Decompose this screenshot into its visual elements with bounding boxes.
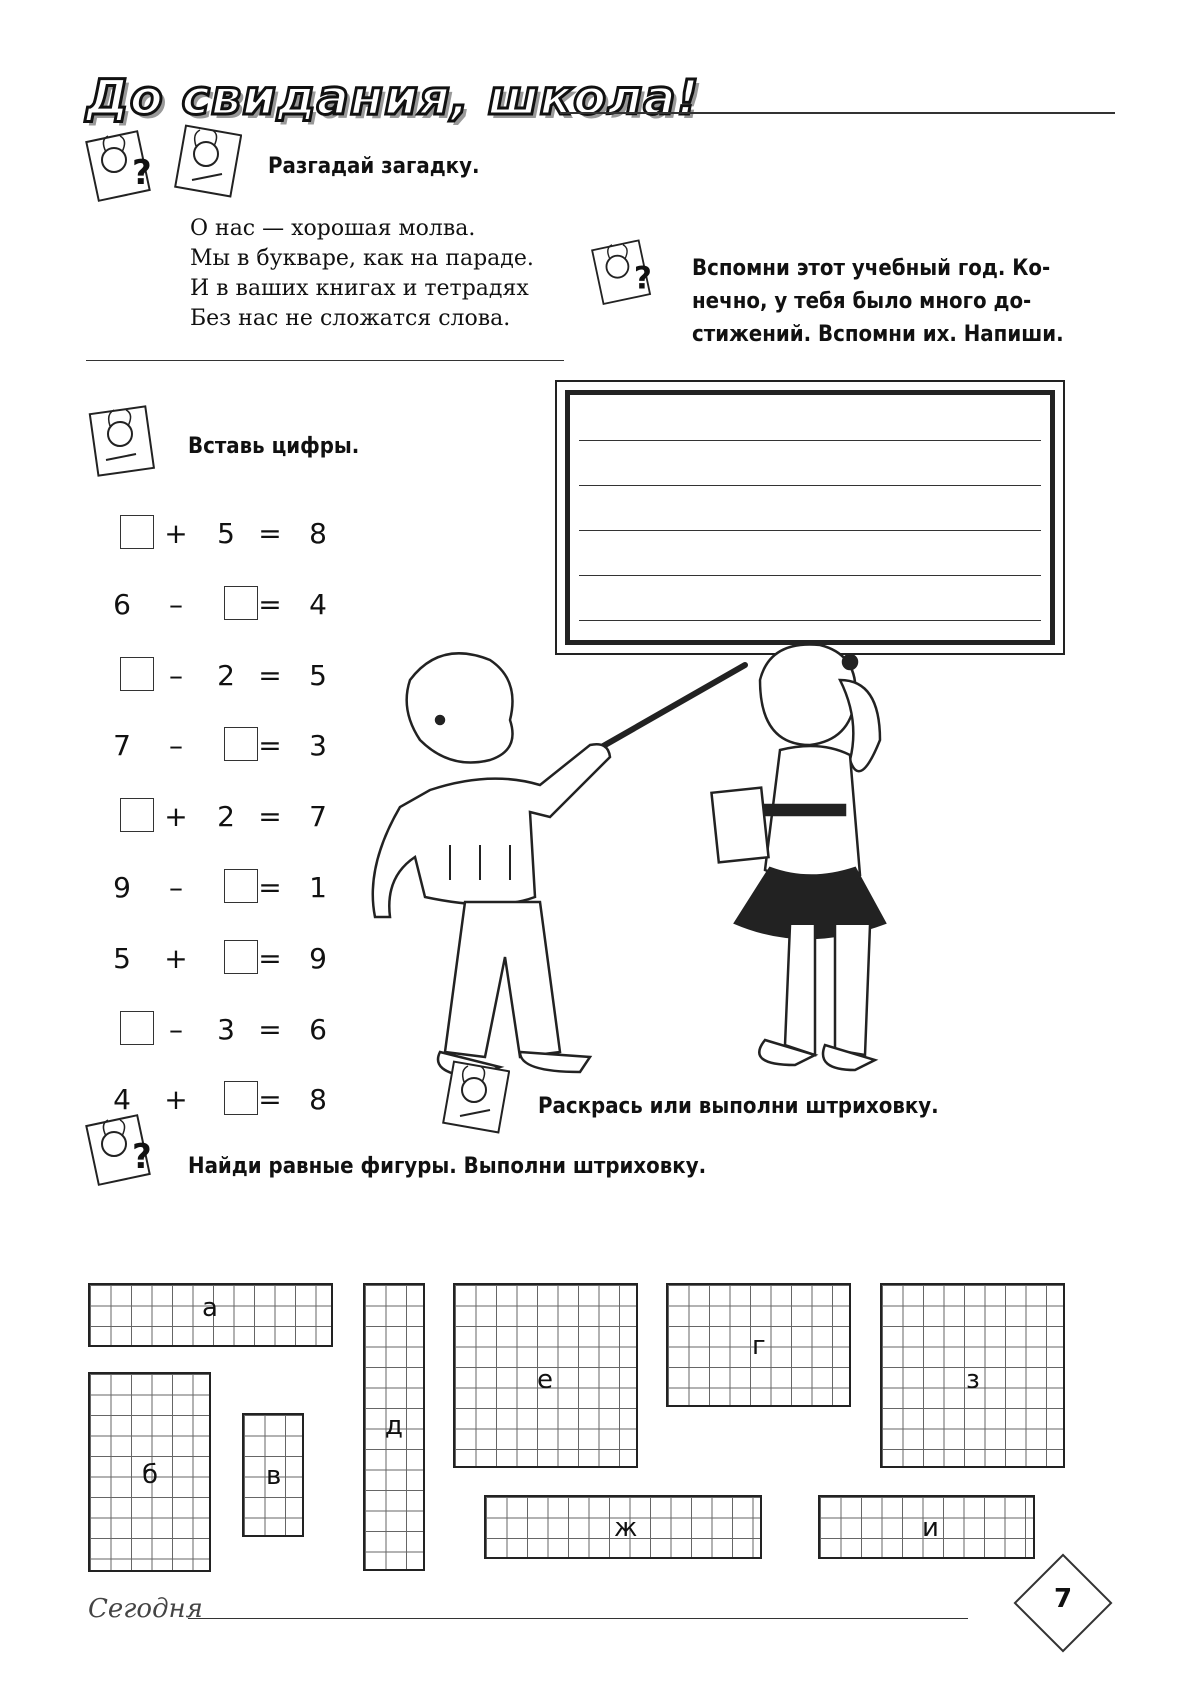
grid-shape-e[interactable] <box>453 1283 638 1468</box>
footer-today-label: Сегодня <box>88 1594 203 1624</box>
operator: + <box>164 941 188 975</box>
svg-text:?: ? <box>132 1137 152 1177</box>
digit: 2 <box>217 658 235 692</box>
grid-shape-v[interactable] <box>242 1413 304 1537</box>
digit: 5 <box>113 941 131 975</box>
mascot-question-icon <box>84 128 154 208</box>
shape-label: ж <box>614 1513 638 1543</box>
answer-digit-box[interactable] <box>120 515 154 549</box>
operator: – <box>169 658 183 692</box>
digit: 7 <box>113 729 131 763</box>
mascot-writing-icon <box>86 404 156 484</box>
riddle-line: И в ваших книгах и тетрадях <box>190 276 529 301</box>
answer-digit-box[interactable] <box>224 1081 258 1115</box>
answer-digit-box[interactable] <box>224 586 258 620</box>
svg-text:?: ? <box>633 260 652 297</box>
digit: 8 <box>309 517 327 550</box>
digit: 6 <box>309 1012 327 1046</box>
shape-label: е <box>537 1365 553 1395</box>
grid-shape-i[interactable] <box>818 1495 1035 1559</box>
digit: 5 <box>309 658 327 692</box>
riddle-instruction: Разгадай загадку. <box>268 154 480 179</box>
recall-line: нечно, у тебя было много до- <box>692 289 1032 314</box>
recall-line: стижений. Вспомни их. Напиши. <box>692 322 1064 347</box>
operator: – <box>169 729 183 763</box>
shape-label: г <box>752 1331 766 1361</box>
riddle-line: Без нас не сложатся слова. <box>190 306 511 331</box>
shape-label: а <box>202 1293 218 1323</box>
girl-figure <box>711 644 885 1070</box>
coloring-instruction: Раскрась или выполни штриховку. <box>538 1094 939 1119</box>
digit: 2 <box>217 800 235 834</box>
svg-text:?: ? <box>132 153 152 193</box>
title-rule <box>560 112 1115 114</box>
riddle-line: О нас — хорошая молва. <box>190 216 476 241</box>
digit: 3 <box>217 1012 235 1046</box>
mascot-writing-icon <box>440 1060 510 1140</box>
answer-digit-box[interactable] <box>120 798 154 832</box>
grid-shape-zh[interactable] <box>484 1495 762 1559</box>
children-illustration <box>370 640 940 1130</box>
answer-digit-box[interactable] <box>224 727 258 761</box>
equals-sign: = <box>258 800 282 834</box>
recall-line: Вспомни этот учебный год. Ко- <box>692 256 1051 281</box>
digit: 9 <box>113 871 131 904</box>
answer-line[interactable] <box>579 440 1041 441</box>
grid-shape-z[interactable] <box>880 1283 1065 1468</box>
page-number: 7 <box>1053 1584 1073 1614</box>
operator: – <box>169 587 183 621</box>
answer-digit-box[interactable] <box>224 869 258 903</box>
digit: 9 <box>309 941 327 975</box>
equals-sign: = <box>258 658 282 692</box>
digit: 4 <box>309 587 327 621</box>
equals-sign: = <box>258 941 282 975</box>
digit: 6 <box>113 587 131 621</box>
page-title: До свидания, школа! <box>86 70 700 126</box>
digit: 1 <box>309 871 327 904</box>
recall-instruction <box>692 252 1064 351</box>
answer-digit-box[interactable] <box>224 940 258 974</box>
answer-line[interactable] <box>579 620 1041 621</box>
mascot-question-icon <box>84 1112 154 1192</box>
shape-label: в <box>266 1461 282 1491</box>
boy-figure <box>373 653 610 1077</box>
shape-label: б <box>142 1460 159 1490</box>
equals-sign: = <box>258 1083 282 1117</box>
shape-label: и <box>922 1513 939 1543</box>
digit: 8 <box>309 1083 327 1117</box>
riddle-text <box>190 214 534 334</box>
answer-line[interactable] <box>579 530 1041 531</box>
shape-label: д <box>385 1411 403 1441</box>
grid-shape-b[interactable] <box>88 1372 211 1572</box>
digit: 7 <box>309 800 327 834</box>
digit: 4 <box>113 1083 131 1117</box>
answer-box-inner-border <box>565 390 1055 645</box>
answer-line[interactable] <box>579 575 1041 576</box>
operator: – <box>169 1012 183 1046</box>
footer-date-line[interactable] <box>188 1618 968 1619</box>
mascot-writing-icon <box>172 124 242 204</box>
mascot-question-icon <box>590 236 654 312</box>
riddle-line: Мы в букваре, как на параде. <box>190 246 534 271</box>
digits-instruction: Вставь цифры. <box>188 434 360 459</box>
operator: + <box>164 517 188 550</box>
grid-shape-g[interactable] <box>666 1283 851 1407</box>
equals-sign: = <box>258 587 282 621</box>
answer-line[interactable] <box>579 485 1041 486</box>
operator: + <box>164 1083 188 1117</box>
grid-shape-d[interactable] <box>363 1283 425 1571</box>
answer-digit-box[interactable] <box>120 657 154 691</box>
equals-sign: = <box>258 729 282 763</box>
answer-digit-box[interactable] <box>120 1011 154 1045</box>
equals-sign: = <box>258 1012 282 1046</box>
equals-sign: = <box>258 871 282 904</box>
digit: 3 <box>309 729 327 763</box>
riddle-answer-line[interactable] <box>86 360 564 361</box>
shapes-instruction: Найди равные фигуры. Выполни штриховку. <box>188 1154 707 1179</box>
shape-label: з <box>966 1365 980 1395</box>
operator: – <box>169 871 183 904</box>
digit: 5 <box>217 517 235 550</box>
achievements-answer-box[interactable] <box>555 380 1065 655</box>
grid-shape-a[interactable] <box>88 1283 333 1347</box>
operator: + <box>164 800 188 834</box>
equals-sign: = <box>258 517 282 550</box>
